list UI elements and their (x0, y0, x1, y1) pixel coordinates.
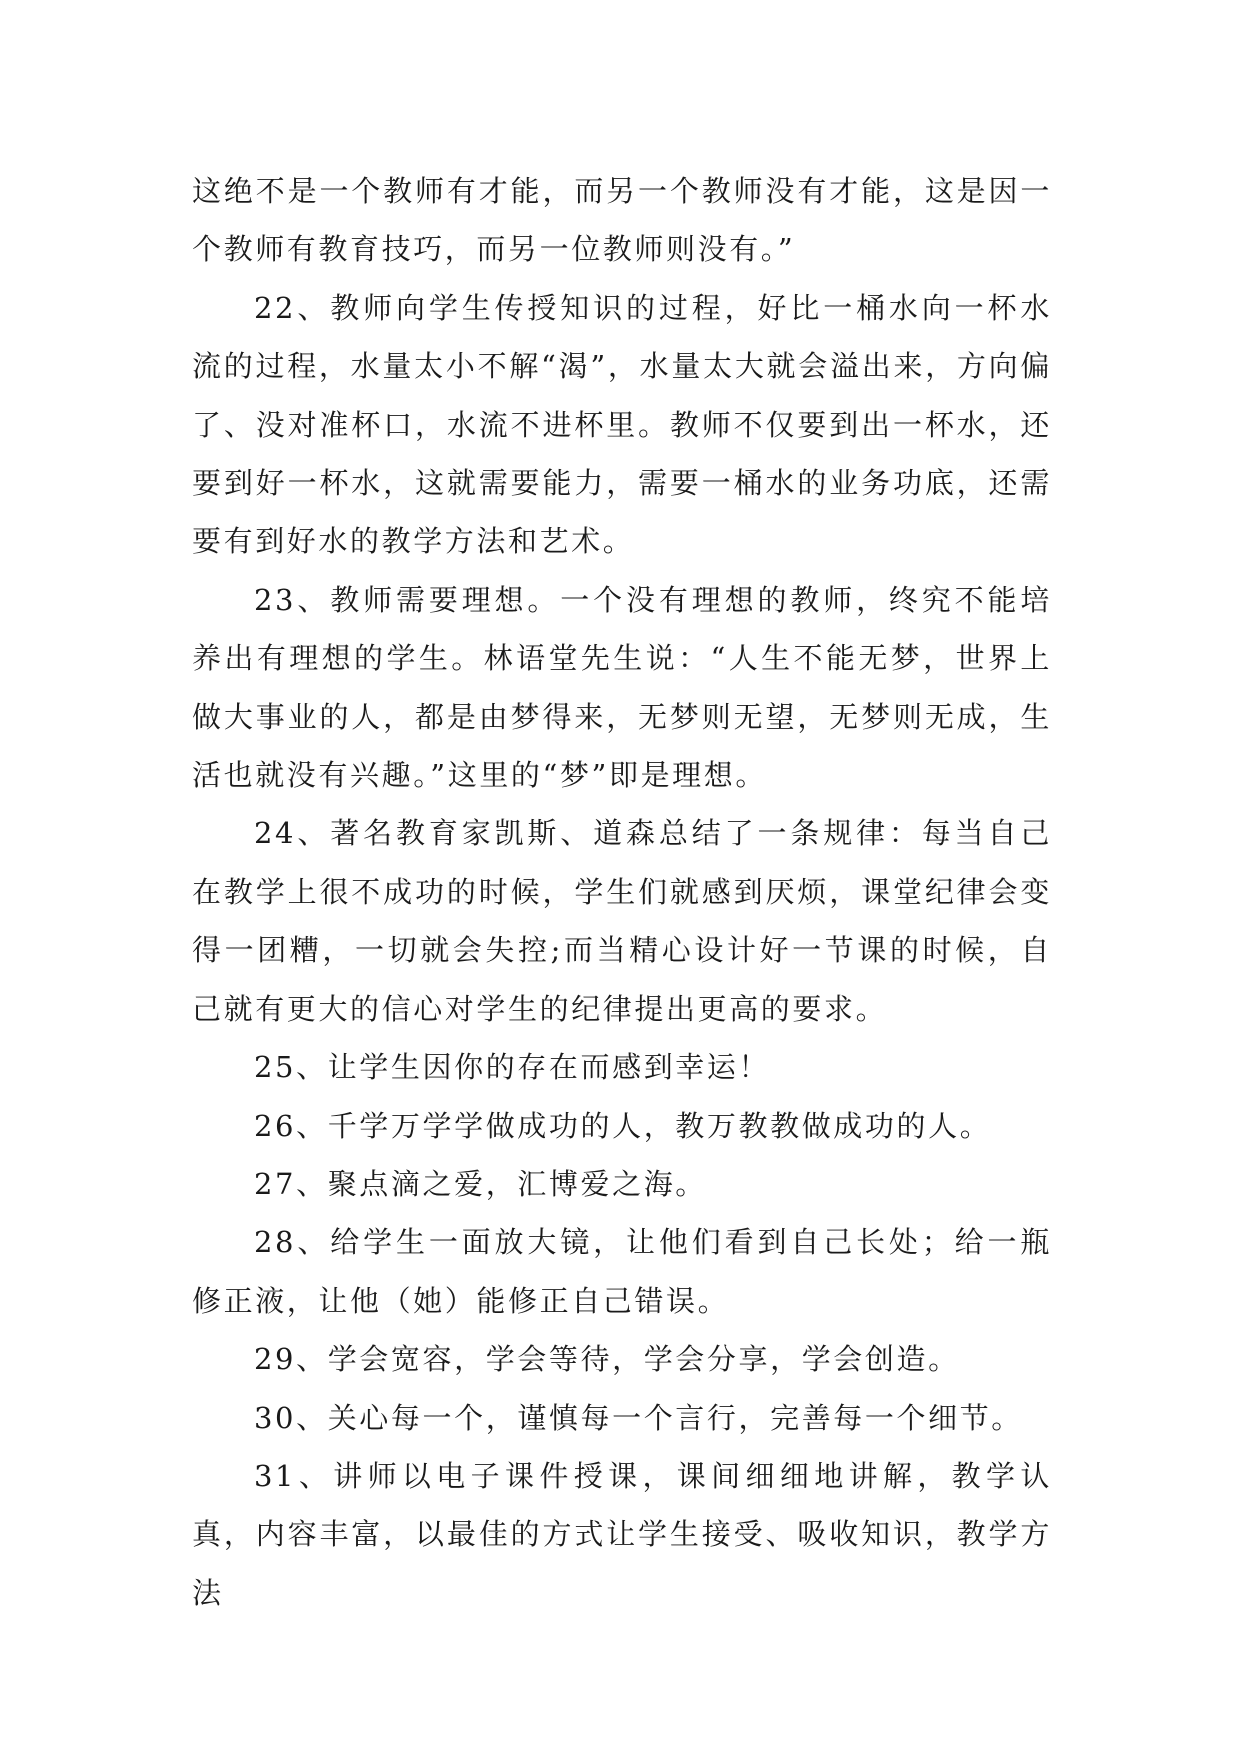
paragraph-24: 24、著名教育家凯斯、道森总结了一条规律：每当自己在教学上很不成功的时候，学生们就感到厌烦，课堂纪律会变得一团糟，一切就会失控;而当精心设计好一节课的时候，自己就有更大的信心对学生的纪律提出更高的要求。 (192, 816, 1052, 1026)
paragraph-28: 28、给学生一面放大镜，让他们看到自己长处；给一瓶修正液，让他（她）能修正自己错误。 (192, 1225, 1052, 1318)
body-text (192, 162, 1052, 1622)
paragraph-30: 30、关心每一个，谨慎每一个言行，完善每一个细节。 (254, 1400, 1023, 1435)
paragraph-29: 29、学会宽容，学会等待，学会分享，学会创造。 (254, 1342, 960, 1377)
paragraph-continuation: 这绝不是一个教师有才能，而另一个教师没有才能，这是因一个教师有教育技巧，而另一位教师则没有。” (192, 174, 1052, 267)
paragraph-23: 23、教师需要理想。一个没有理想的教师，终究不能培养出有理想的学生。林语堂先生说：“人生不能无梦，世界上做大事业的人，都是由梦得来，无梦则无望，无梦则无成，生活也就没有兴趣。”这里的“梦”即是理想。 (192, 582, 1052, 793)
paragraph-22: 22、教师向学生传授知识的过程，好比一桶水向一杯水流的过程，水量太小不解“渴”，水量太大就会溢出来，方向偏了、没对准杯口，水流不进杯里。教师不仅要到出一杯水，还要到好一杯水，这就需要能力，需要一桶水的业务功底，还需要有到好水的教学方法和艺术。 (192, 290, 1052, 559)
paragraph-31: 31、讲师以电子课件授课，课间细细地讲解，教学认真，内容丰富，以最佳的方式让学生接受、吸收知识，教学方法 (192, 1458, 1052, 1610)
paragraph-27: 27、聚点滴之爱，汇博爱之海。 (254, 1166, 707, 1201)
paragraph-26: 26、千学万学学做成功的人，教万教教做成功的人。 (254, 1108, 992, 1143)
paragraph-25: 25、让学生因你的存在而感到幸运！ (254, 1050, 771, 1085)
